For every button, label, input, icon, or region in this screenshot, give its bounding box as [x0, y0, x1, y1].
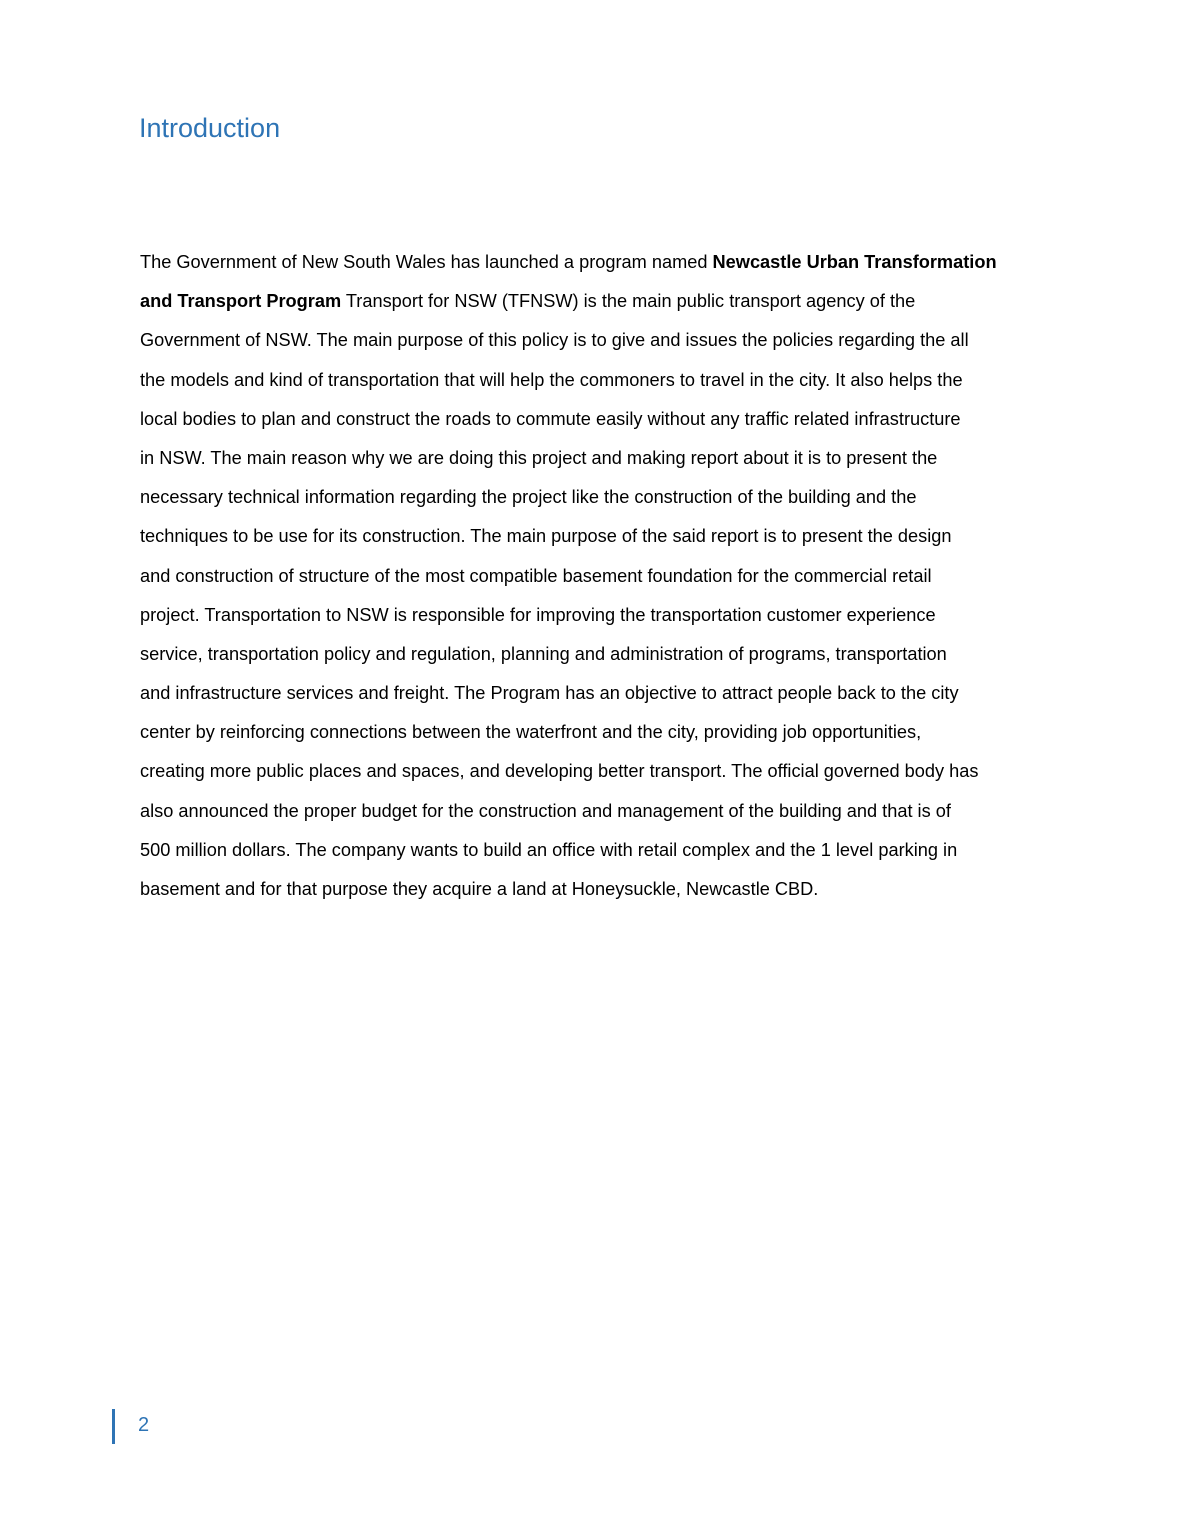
page-number: 2: [138, 1414, 150, 1436]
paragraph-line: in NSW. The main reason why we are doing this project and making report about it is to present the: [140, 447, 938, 468]
paragraph-text: The Government of New South Wales has launched a program named: [140, 252, 713, 272]
footer-accent-bar: [112, 1409, 115, 1444]
program-name-bold: and Transport Program: [140, 291, 342, 312]
paragraph-line: [140, 243, 1080, 282]
paragraph-line: project. Transportation to NSW is responsible for improving the transportation customer experience: [140, 604, 936, 625]
paragraph-line: techniques to be use for its construction. The main purpose of the said report is to present the design: [140, 526, 952, 547]
paragraph-line: also announced the proper budget for the construction and management of the building and that is of: [140, 800, 951, 821]
paragraph-line: service, transportation policy and regulation, planning and administration of programs, transportation: [140, 643, 947, 664]
paragraph-line: basement and for that purpose they acquire a land at Honeysuckle, Newcastle CBD.: [140, 879, 819, 899]
introduction-paragraph: [140, 243, 1080, 909]
paragraph-line: and infrastructure services and freight. The Program has an objective to attract people back to the city: [140, 683, 959, 704]
paragraph-text: Transport for NSW (TFNSW) is the main public transport agency of the: [341, 291, 916, 312]
paragraph-line: center by reinforcing connections between the waterfront and the city, providing job opportunities,: [140, 722, 922, 743]
section-heading: Introduction: [139, 113, 281, 143]
program-name-bold: Newcastle Urban Transformation: [712, 252, 997, 272]
paragraph-line: the models and kind of transportation that will help the commoners to travel in the city. It also helps the: [140, 369, 963, 390]
paragraph-line: [140, 282, 1080, 321]
paragraph-line: necessary technical information regarding the project like the construction of the building and the: [140, 487, 917, 508]
paragraph-line: and construction of structure of the most compatible basement foundation for the commercial retail: [140, 565, 932, 586]
paragraph-line: local bodies to plan and construct the roads to commute easily without any traffic related infrastructure: [140, 408, 961, 429]
paragraph-line: Government of NSW. The main purpose of this policy is to give and issues the policies regarding the all: [140, 330, 969, 351]
paragraph-line: creating more public places and spaces, and developing better transport. The official governed body has: [140, 761, 979, 782]
paragraph-line: 500 million dollars. The company wants to build an office with retail complex and the 1 level parking in: [140, 839, 958, 860]
